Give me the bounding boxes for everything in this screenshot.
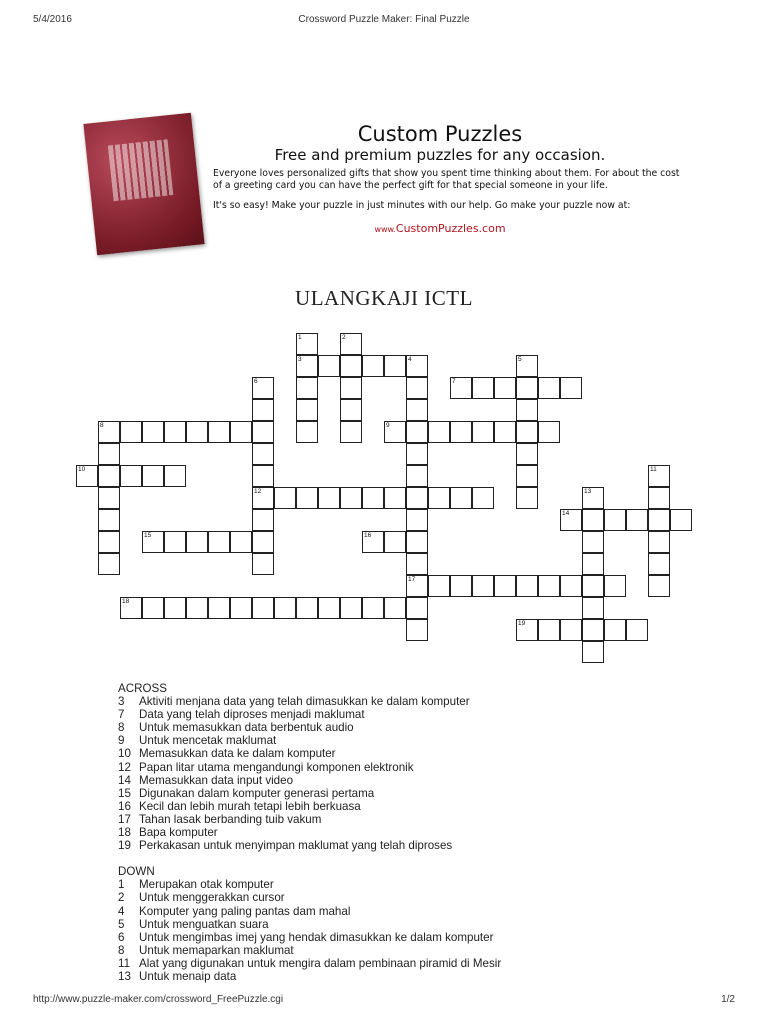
grid-cell[interactable]	[406, 377, 428, 399]
clue-number: 18	[118, 826, 131, 840]
down-clues	[118, 878, 718, 983]
grid-cell[interactable]	[142, 465, 164, 487]
grid-cell[interactable]	[340, 377, 362, 399]
grid-cell[interactable]	[208, 421, 230, 443]
grid-cell[interactable]	[648, 553, 670, 575]
across-clue	[118, 800, 718, 813]
grid-cell[interactable]	[516, 575, 538, 597]
grid-cell[interactable]	[472, 575, 494, 597]
grid-cell[interactable]	[252, 465, 274, 487]
grid-cell[interactable]	[296, 487, 318, 509]
clue-number: 9	[118, 734, 125, 748]
grid-cell[interactable]	[582, 553, 604, 575]
cell-number: 6	[254, 378, 258, 385]
clue-text: Alat yang digunakan untuk mengira dalam pembinaan piramid di Mesir	[139, 956, 502, 970]
clue-number: 6	[118, 930, 125, 944]
cell-number: 18	[122, 598, 130, 605]
grid-cell[interactable]	[186, 597, 208, 619]
clue-text: Aktiviti menjana data yang telah dimasukkan ke dalam komputer	[139, 695, 470, 709]
grid-cell[interactable]	[362, 597, 384, 619]
grid-cell[interactable]	[582, 509, 604, 531]
print-header-title: Crossword Puzzle Maker: Final Puzzle	[298, 14, 470, 25]
grid-cell[interactable]	[582, 531, 604, 553]
clue-number: 12	[118, 760, 131, 774]
grid-cell[interactable]	[604, 619, 626, 641]
grid-cell[interactable]	[494, 421, 516, 443]
grid-cell[interactable]	[406, 421, 428, 443]
clue-number: 11	[118, 956, 131, 970]
grid-cell[interactable]	[252, 421, 274, 443]
print-date: 5/4/2016	[33, 14, 72, 25]
clue-number: 15	[118, 786, 131, 800]
clue-text: Untuk menaip data	[139, 969, 237, 983]
across-clue	[118, 695, 718, 708]
clue-text: Perkakasan untuk menyimpan maklumat yang telah diproses	[139, 839, 453, 853]
cell-number: 19	[518, 620, 526, 627]
grid-cell[interactable]	[406, 443, 428, 465]
across-heading: ACROSS	[118, 682, 167, 695]
grid-cell[interactable]	[296, 333, 318, 355]
grid-cell[interactable]	[362, 487, 384, 509]
cell-number: 4	[408, 356, 412, 363]
grid-cell[interactable]	[186, 531, 208, 553]
clue-text: Bapa komputer	[139, 826, 218, 840]
grid-cell[interactable]	[274, 487, 296, 509]
down-clue	[118, 878, 718, 891]
grid-cell[interactable]	[538, 575, 560, 597]
grid-cell[interactable]	[428, 487, 450, 509]
grid-cell[interactable]	[98, 465, 120, 487]
grid-cell[interactable]	[384, 597, 406, 619]
grid-cell[interactable]	[582, 619, 604, 641]
clue-text: Tahan lasak berbanding tuib vakum	[139, 812, 322, 826]
grid-cell[interactable]	[252, 487, 274, 509]
grid-cell[interactable]	[472, 377, 494, 399]
down-clue	[118, 957, 718, 970]
grid-cell[interactable]	[362, 355, 384, 377]
grid-cell[interactable]	[296, 597, 318, 619]
grid-cell[interactable]	[142, 597, 164, 619]
clue-text: Kecil dan lebih murah tetapi lebih berkuasa	[139, 799, 361, 813]
grid-cell[interactable]	[648, 487, 670, 509]
grid-cell[interactable]	[384, 355, 406, 377]
grid-cell[interactable]	[428, 421, 450, 443]
grid-cell[interactable]	[450, 377, 472, 399]
grid-cell[interactable]	[516, 355, 538, 377]
clue-text: Untuk menggerakkan cursor	[139, 891, 285, 905]
grid-cell[interactable]	[252, 399, 274, 421]
clue-number: 10	[118, 747, 131, 761]
grid-cell[interactable]	[560, 619, 582, 641]
grid-cell[interactable]	[582, 487, 604, 509]
clue-text: Merupakan otak komputer	[139, 878, 274, 892]
down-heading: DOWN	[118, 865, 155, 879]
grid-cell[interactable]	[296, 377, 318, 399]
grid-cell[interactable]	[186, 421, 208, 443]
grid-cell[interactable]	[98, 487, 120, 509]
grid-cell[interactable]	[538, 377, 560, 399]
cell-number: 10	[78, 466, 86, 473]
ad-link-prefix: www.	[374, 225, 396, 234]
cell-number: 8	[100, 422, 104, 429]
across-clue	[118, 839, 718, 852]
grid-cell[interactable]	[626, 619, 648, 641]
clue-text: Untuk memasukkan data berbentuk audio	[139, 721, 354, 735]
grid-cell[interactable]	[164, 465, 186, 487]
grid-cell[interactable]	[538, 619, 560, 641]
grid-cell[interactable]	[384, 531, 406, 553]
clue-text: Memasukkan data ke dalam komputer	[139, 747, 336, 761]
cell-number: 12	[254, 488, 262, 495]
grid-cell[interactable]	[406, 575, 428, 597]
grid-cell[interactable]	[604, 509, 626, 531]
grid-cell[interactable]	[626, 509, 648, 531]
clue-text: Untuk mengimbas imej yang hendak dimasukkan ke dalam komputer	[139, 930, 494, 944]
down-clue	[118, 918, 718, 931]
grid-cell[interactable]	[142, 531, 164, 553]
ad-subtitle: Free and premium puzzles for any occasion.	[274, 146, 606, 164]
grid-cell[interactable]	[98, 531, 120, 553]
across-clue	[118, 708, 718, 721]
grid-cell[interactable]	[450, 487, 472, 509]
grid-cell[interactable]	[98, 553, 120, 575]
grid-cell[interactable]	[538, 421, 560, 443]
grid-cell[interactable]	[450, 575, 472, 597]
across-clue	[118, 813, 718, 826]
across-clue	[118, 761, 718, 774]
grid-cell[interactable]	[406, 465, 428, 487]
grid-cell[interactable]	[318, 487, 340, 509]
grid-cell[interactable]	[406, 509, 428, 531]
grid-cell[interactable]	[318, 597, 340, 619]
down-clue	[118, 944, 718, 957]
grid-cell[interactable]	[472, 421, 494, 443]
grid-cell[interactable]	[384, 421, 406, 443]
grid-cell[interactable]	[252, 377, 274, 399]
across-clue	[118, 826, 718, 839]
clue-number: 17	[118, 812, 131, 826]
grid-cell[interactable]	[98, 421, 120, 443]
grid-cell[interactable]	[406, 355, 428, 377]
grid-cell[interactable]	[406, 531, 428, 553]
grid-cell[interactable]	[516, 487, 538, 509]
grid-cell[interactable]	[252, 531, 274, 553]
clue-text: Digunakan dalam komputer generasi pertama	[139, 786, 375, 800]
grid-cell[interactable]	[406, 553, 428, 575]
grid-cell[interactable]	[230, 421, 252, 443]
grid-cell[interactable]	[98, 443, 120, 465]
grid-cell[interactable]	[472, 487, 494, 509]
across-clue	[118, 721, 718, 734]
grid-cell[interactable]	[362, 531, 384, 553]
grid-cell[interactable]	[120, 465, 142, 487]
grid-cell[interactable]	[384, 487, 406, 509]
grid-cell[interactable]	[516, 399, 538, 421]
across-clue	[118, 787, 718, 800]
clue-number: 4	[118, 904, 125, 918]
clue-number: 5	[118, 917, 125, 931]
clue-number: 19	[118, 839, 131, 853]
grid-cell[interactable]	[604, 575, 626, 597]
grid-cell[interactable]	[120, 597, 142, 619]
grid-cell[interactable]	[406, 487, 428, 509]
across-clues	[118, 695, 718, 852]
grid-cell[interactable]	[648, 465, 670, 487]
grid-cell[interactable]	[406, 399, 428, 421]
grid-cell[interactable]	[516, 443, 538, 465]
grid-cell[interactable]	[450, 421, 472, 443]
clue-number: 16	[118, 799, 131, 813]
grid-cell[interactable]	[164, 421, 186, 443]
clue-text: Data yang telah diproses menjadi maklumat	[139, 708, 365, 722]
grid-cell[interactable]	[560, 575, 582, 597]
down-clue	[118, 891, 718, 904]
grid-cell[interactable]	[648, 531, 670, 553]
cell-number: 16	[364, 532, 372, 539]
across-clue	[118, 747, 718, 760]
grid-cell[interactable]	[230, 531, 252, 553]
grid-cell[interactable]	[582, 575, 604, 597]
ad-call-to-action: It's so easy! Make your puzzle in just minutes with our help. Go make your puzzle now at:	[213, 200, 631, 211]
down-clue	[118, 905, 718, 918]
clue-text: Papan litar utama mengandungi komponen elektronik	[139, 760, 414, 774]
grid-cell[interactable]	[296, 421, 318, 443]
cell-number: 7	[452, 378, 456, 385]
grid-cell[interactable]	[340, 399, 362, 421]
clue-number: 3	[118, 695, 125, 709]
ad-link-domain: CustomPuzzles.com	[395, 222, 506, 235]
cell-number: 1	[298, 334, 302, 341]
grid-cell[interactable]	[340, 597, 362, 619]
grid-cell[interactable]	[340, 421, 362, 443]
grid-cell[interactable]	[340, 487, 362, 509]
grid-cell[interactable]	[494, 377, 516, 399]
clue-text: Untuk mencetak maklumat	[139, 734, 277, 748]
cell-number: 3	[298, 356, 302, 363]
cell-number: 15	[144, 532, 152, 539]
grid-cell[interactable]	[428, 575, 450, 597]
grid-cell[interactable]	[142, 421, 164, 443]
grid-cell[interactable]	[98, 509, 120, 531]
clue-number: 14	[118, 773, 131, 787]
grid-cell[interactable]	[340, 333, 362, 355]
grid-cell[interactable]	[648, 509, 670, 531]
grid-cell[interactable]	[494, 575, 516, 597]
clue-number: 8	[118, 943, 125, 957]
cell-number: 17	[408, 576, 416, 583]
grid-cell[interactable]	[252, 597, 274, 619]
clue-number: 1	[118, 878, 125, 892]
grid-cell[interactable]	[208, 531, 230, 553]
clue-text: Komputer yang paling pantas dam mahal	[139, 904, 351, 918]
grid-cell[interactable]	[670, 509, 692, 531]
grid-cell[interactable]	[582, 597, 604, 619]
clue-text: Memasukkan data input video	[139, 773, 294, 787]
grid-cell[interactable]	[164, 597, 186, 619]
grid-cell[interactable]	[516, 619, 538, 641]
grid-cell[interactable]	[516, 421, 538, 443]
cell-number: 14	[562, 510, 570, 517]
clue-number: 2	[118, 891, 125, 905]
clue-number: 13	[118, 969, 131, 983]
clue-text: Untuk menguatkan suara	[139, 917, 269, 931]
down-clue	[118, 931, 718, 944]
clue-list	[118, 682, 718, 983]
grid-cell[interactable]	[516, 465, 538, 487]
print-page-number: 1/2	[721, 994, 735, 1005]
cell-number: 9	[386, 422, 390, 429]
cell-number: 5	[518, 356, 522, 363]
grid-cell[interactable]	[230, 597, 252, 619]
ad-body-text: Everyone loves personalized gifts that show you spent time thinking about them. For about the cost of a greeting card you can have the perfect gift for that special someone in your life.	[213, 168, 680, 191]
ad-title: Custom Puzzles	[357, 122, 523, 146]
clue-text: Untuk memaparkan maklumat	[139, 943, 294, 957]
down-clue	[118, 970, 718, 983]
grid-cell[interactable]	[274, 597, 296, 619]
grid-cell[interactable]	[406, 619, 428, 641]
grid-cell[interactable]	[164, 531, 186, 553]
across-clue	[118, 774, 718, 787]
grid-cell[interactable]	[560, 509, 582, 531]
grid-cell[interactable]	[252, 509, 274, 531]
clue-number: 7	[118, 708, 125, 722]
cell-number: 11	[650, 466, 657, 473]
grid-cell[interactable]	[340, 355, 362, 377]
grid-cell[interactable]	[76, 465, 98, 487]
clue-number: 8	[118, 721, 125, 735]
grid-cell[interactable]	[582, 641, 604, 663]
cell-number: 13	[584, 488, 592, 495]
grid-cell[interactable]	[296, 355, 318, 377]
grid-cell[interactable]	[406, 597, 428, 619]
grid-cell[interactable]	[648, 575, 670, 597]
grid-cell[interactable]	[252, 443, 274, 465]
across-clue	[118, 734, 718, 747]
grid-cell[interactable]	[296, 399, 318, 421]
grid-cell[interactable]	[560, 377, 582, 399]
grid-cell[interactable]	[516, 377, 538, 399]
grid-cell[interactable]	[120, 421, 142, 443]
print-footer-url: http://www.puzzle-maker.com/crossword_FreePuzzle.cgi	[33, 994, 284, 1005]
grid-cell[interactable]	[208, 597, 230, 619]
puzzle-title: ULANGKAJI ICTL	[295, 286, 473, 310]
grid-cell[interactable]	[318, 355, 340, 377]
cell-number: 2	[342, 334, 346, 341]
grid-cell[interactable]	[252, 553, 274, 575]
